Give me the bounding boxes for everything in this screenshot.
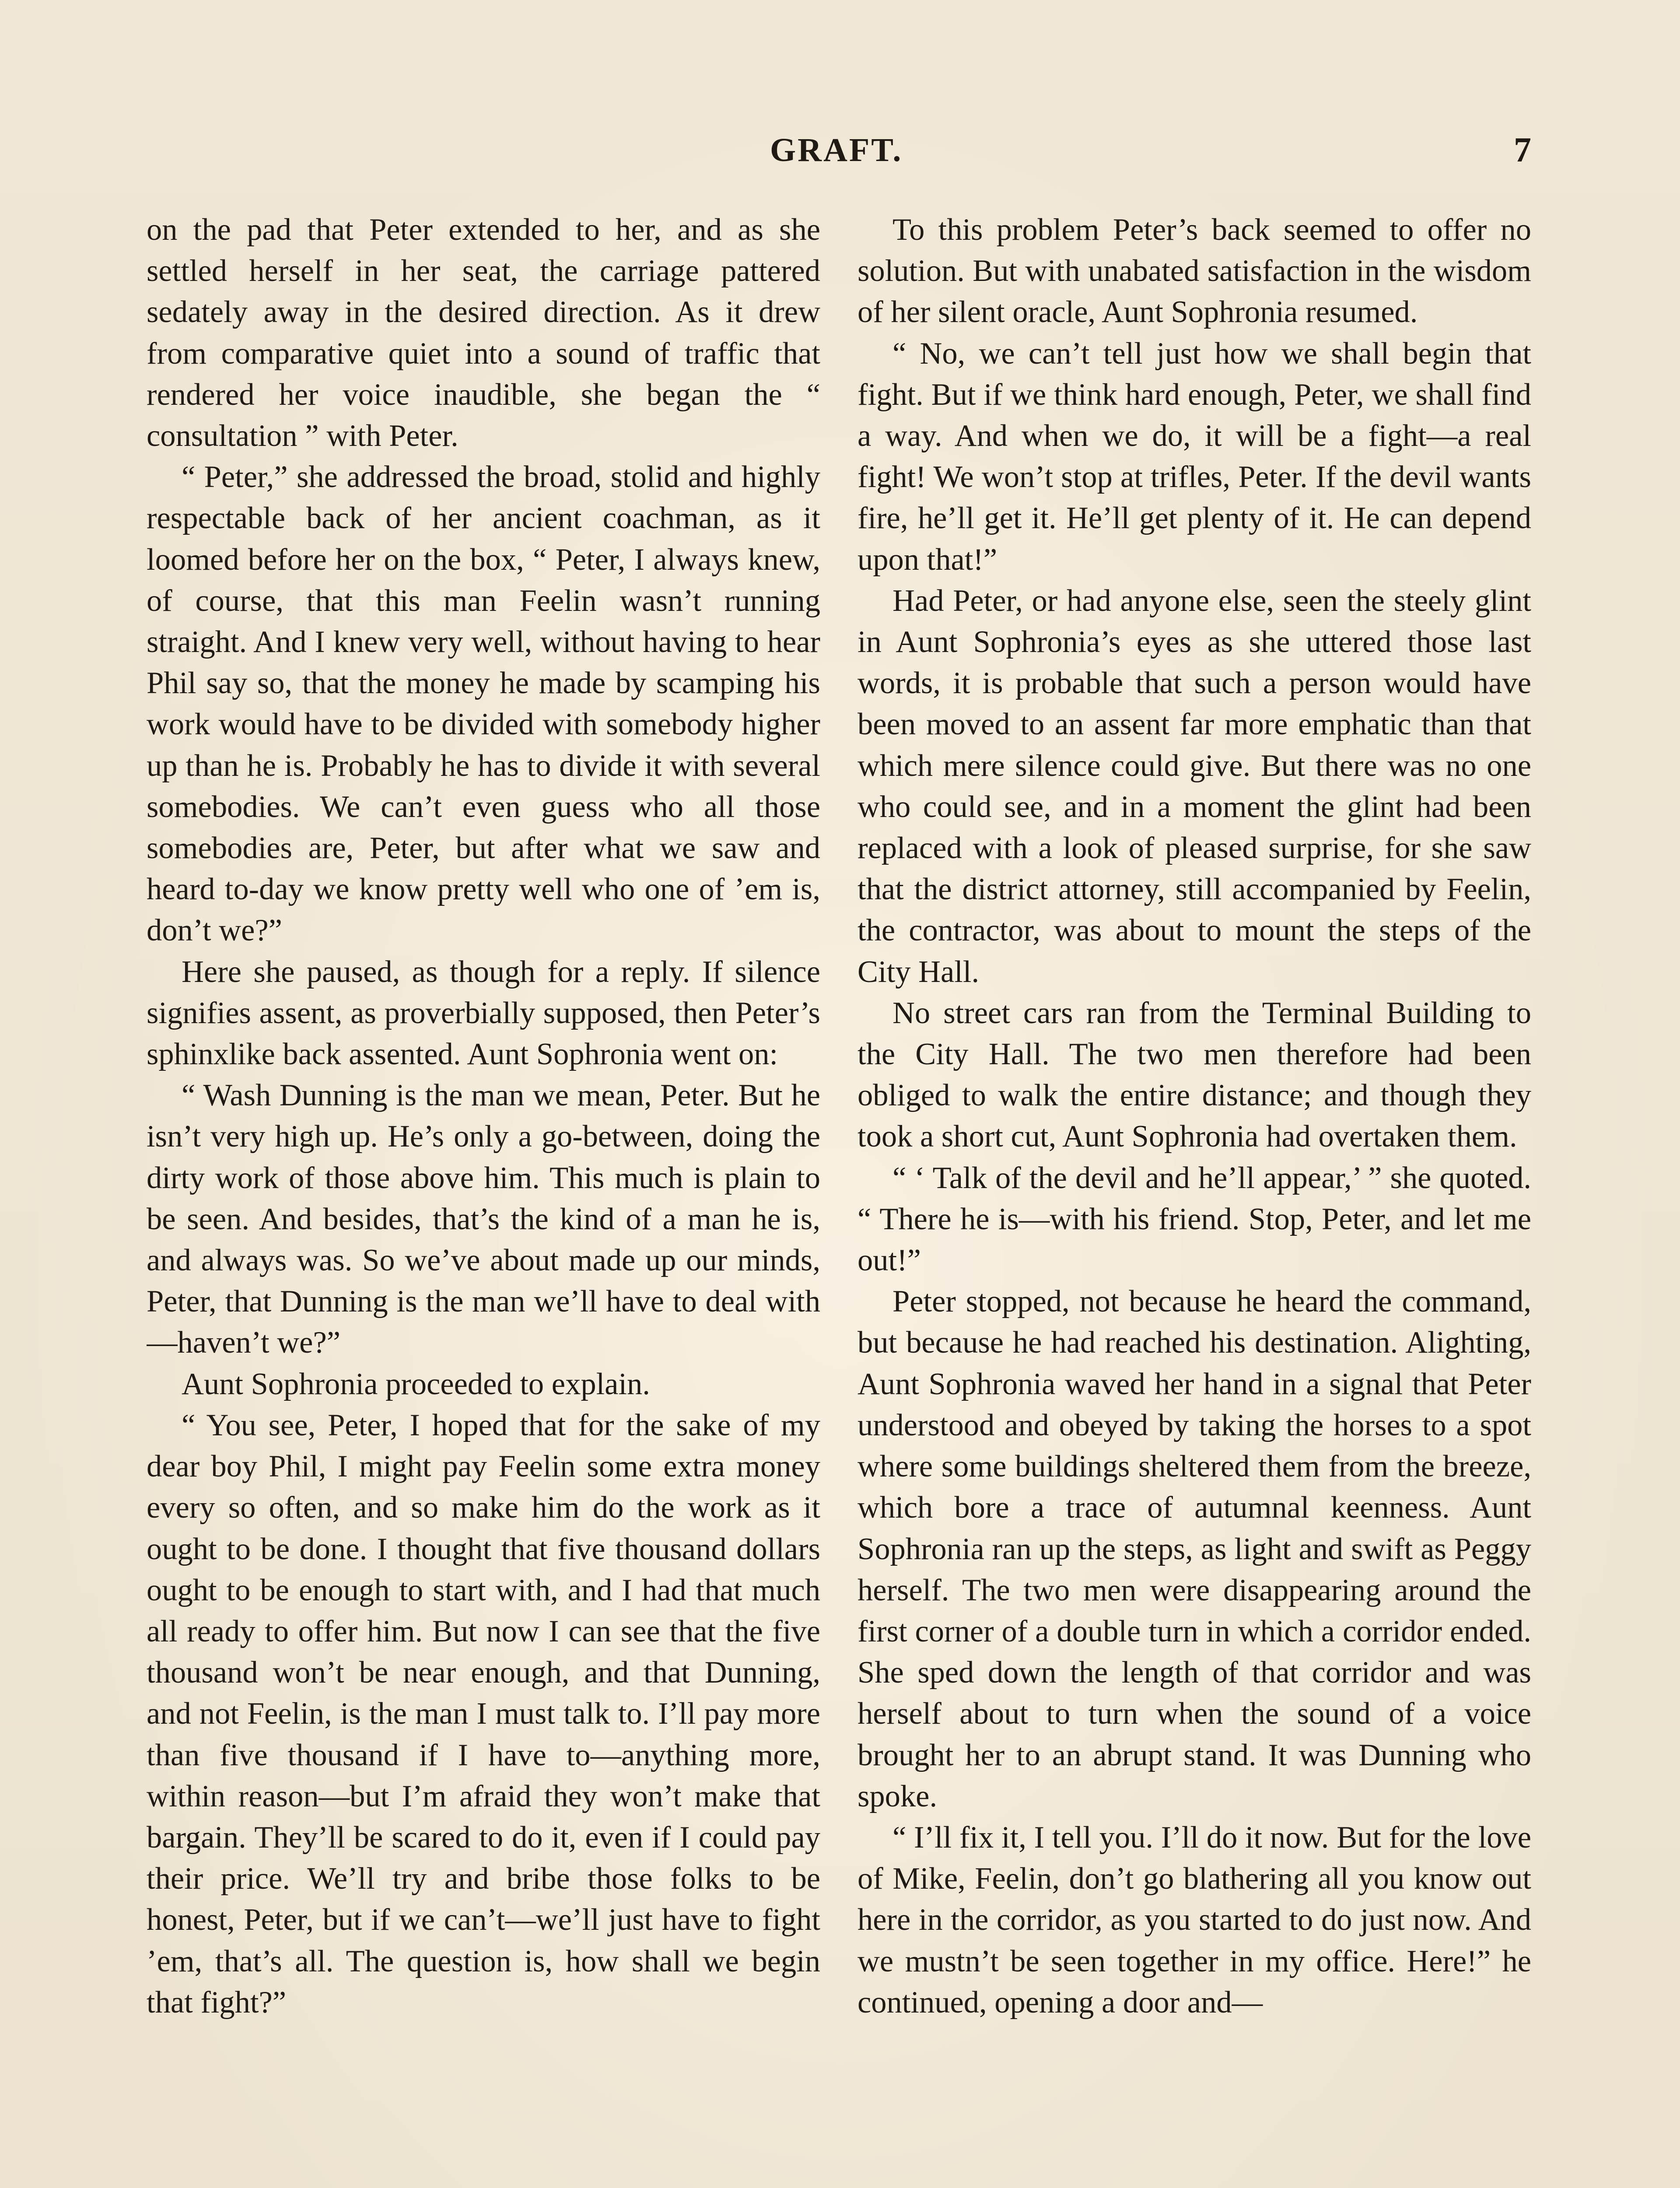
paragraph: “ Wash Dunning is the man we mean, Peter. But he isn’t very high up. He’s only a go-between, doing the dirty work of those above him. This much is plain to be seen. And besides, that’s the kind of a man he is, and always was. So we’ve about made up our minds, Peter, that Dunning is the man we’ll have to deal with—haven’t we?” — [147, 1078, 820, 1360]
page-number: 7 — [1514, 131, 1531, 169]
paragraph: “ ‘ Talk of the devil and he’ll appear,’ ” she quoted. “ There he is—with his friend. Stop, Peter, and let me out!” — [858, 1161, 1531, 1278]
paragraph: “ You see, Peter, I hoped that for the sake of my dear boy Phil, I might pay Feelin some extra money every so often, and so make him do the work as it ought to be done. I thought that five thousand dollars ought to be enough to start with, and I had that much all ready to offer him. But now I can see that the five thousand won’t be near enough, and that Dunning, and not Feelin, is the man I must talk to. I’ll pay more than five thousand if I have to—anything more, within reason—but I’m afraid they won’t make that bargain. They’ll be scared to do it, even if I could pay their price. We’ll try and bribe those folks to be honest, Peter, but if we can’t—we’ll just have to fight ’em, that’s all. The question is, how shall we begin that fight?” — [147, 1408, 820, 2020]
running-title: GRAFT. — [770, 132, 903, 168]
left-text-column — [147, 209, 820, 2188]
paragraph: Aunt Sophronia proceeded to explain. — [182, 1367, 650, 1401]
paragraph: “ No, we can’t tell just how we shall begin that fight. But if we think hard enough, Peter, we shall find a way. And when we do, it will be a fight—a real fight! We won’t stop at trifles, Peter. If the devil wants fire, he’ll get it. He’ll get plenty of it. He can depend upon that!” — [858, 336, 1531, 577]
paragraph: To this problem Peter’s back seemed to offer no solution. But with unabated satisfaction in the wisdom of her silent oracle, Aunt Sophronia resumed. — [858, 213, 1531, 330]
paragraph: “ Peter,” she addressed the broad, stolid and highly respectable back of her ancient coachman, as it loomed before her on the box, “ Peter, I always knew, of course, that this man Feelin wasn’t running straight. And I knew very well, without having to hear Phil say so, that the money he made by scamping his work would have to be divided with somebody higher up than he is. Probably he has to divide it with several somebodies. We can’t even guess who all those somebodies are, Peter, but after what we saw and heard to-day we know pretty well who one of ’em is, don’t we?” — [147, 460, 820, 948]
paragraph: on the pad that Peter extended to her, and as she settled herself in her seat, the carriage pattered sedately away in the desired direction. As it drew from comparative quiet into a sound of traffic that rendered her voice inaudible, she began the “ consultation ” with Peter. — [147, 213, 820, 453]
paragraph: Peter stopped, not because he heard the command, but because he had reached his destination. Alighting, Aunt Sophronia waved her hand in a signal that Peter understood and obeyed by taking the horses to a spot where some buildings sheltered them from the breeze, which bore a trace of autumnal keenness. Aunt Sophronia ran up the steps, as light and swift as Peggy herself. The two men were disappearing around the first corner of a double turn in which a corridor ended. She sped down the length of that corridor and was herself about to turn when the sound of a voice brought her to an abrupt stand. It was Dunning who spoke. — [858, 1284, 1531, 1813]
paragraph: Had Peter, or had anyone else, seen the steely glint in Aunt Sophronia’s eyes as she uttered those last words, it is probable that such a person would have been moved to an assent far more emphatic than that which mere silence could give. But there was no one who could see, and in a moment the glint had been replaced with a look of pleased surprise, for she saw that the district attorney, still accompanied by Feelin, the contractor, was about to mount the steps of the City Hall. — [858, 583, 1531, 989]
paragraph: “ I’ll fix it, I tell you. I’ll do it now. But for the love of Mike, Feelin, don’t go blathering all you know out here in the corridor, as you started to do just now. And we mustn’t be seen together in my office. Here!” he continued, opening a door and— — [858, 1820, 1531, 2020]
paragraph: No street cars ran from the Terminal Building to the City Hall. The two men therefore had been obliged to walk the entire distance; and though they took a short cut, Aunt Sophronia had overtaken them. — [858, 996, 1531, 1154]
paragraph: Here she paused, as though for a reply. If silence signifies assent, as proverbially supposed, then Peter’s sphinxlike back assented. Aunt Sophronia went on: — [147, 954, 820, 1072]
right-text-column — [858, 209, 1531, 2188]
